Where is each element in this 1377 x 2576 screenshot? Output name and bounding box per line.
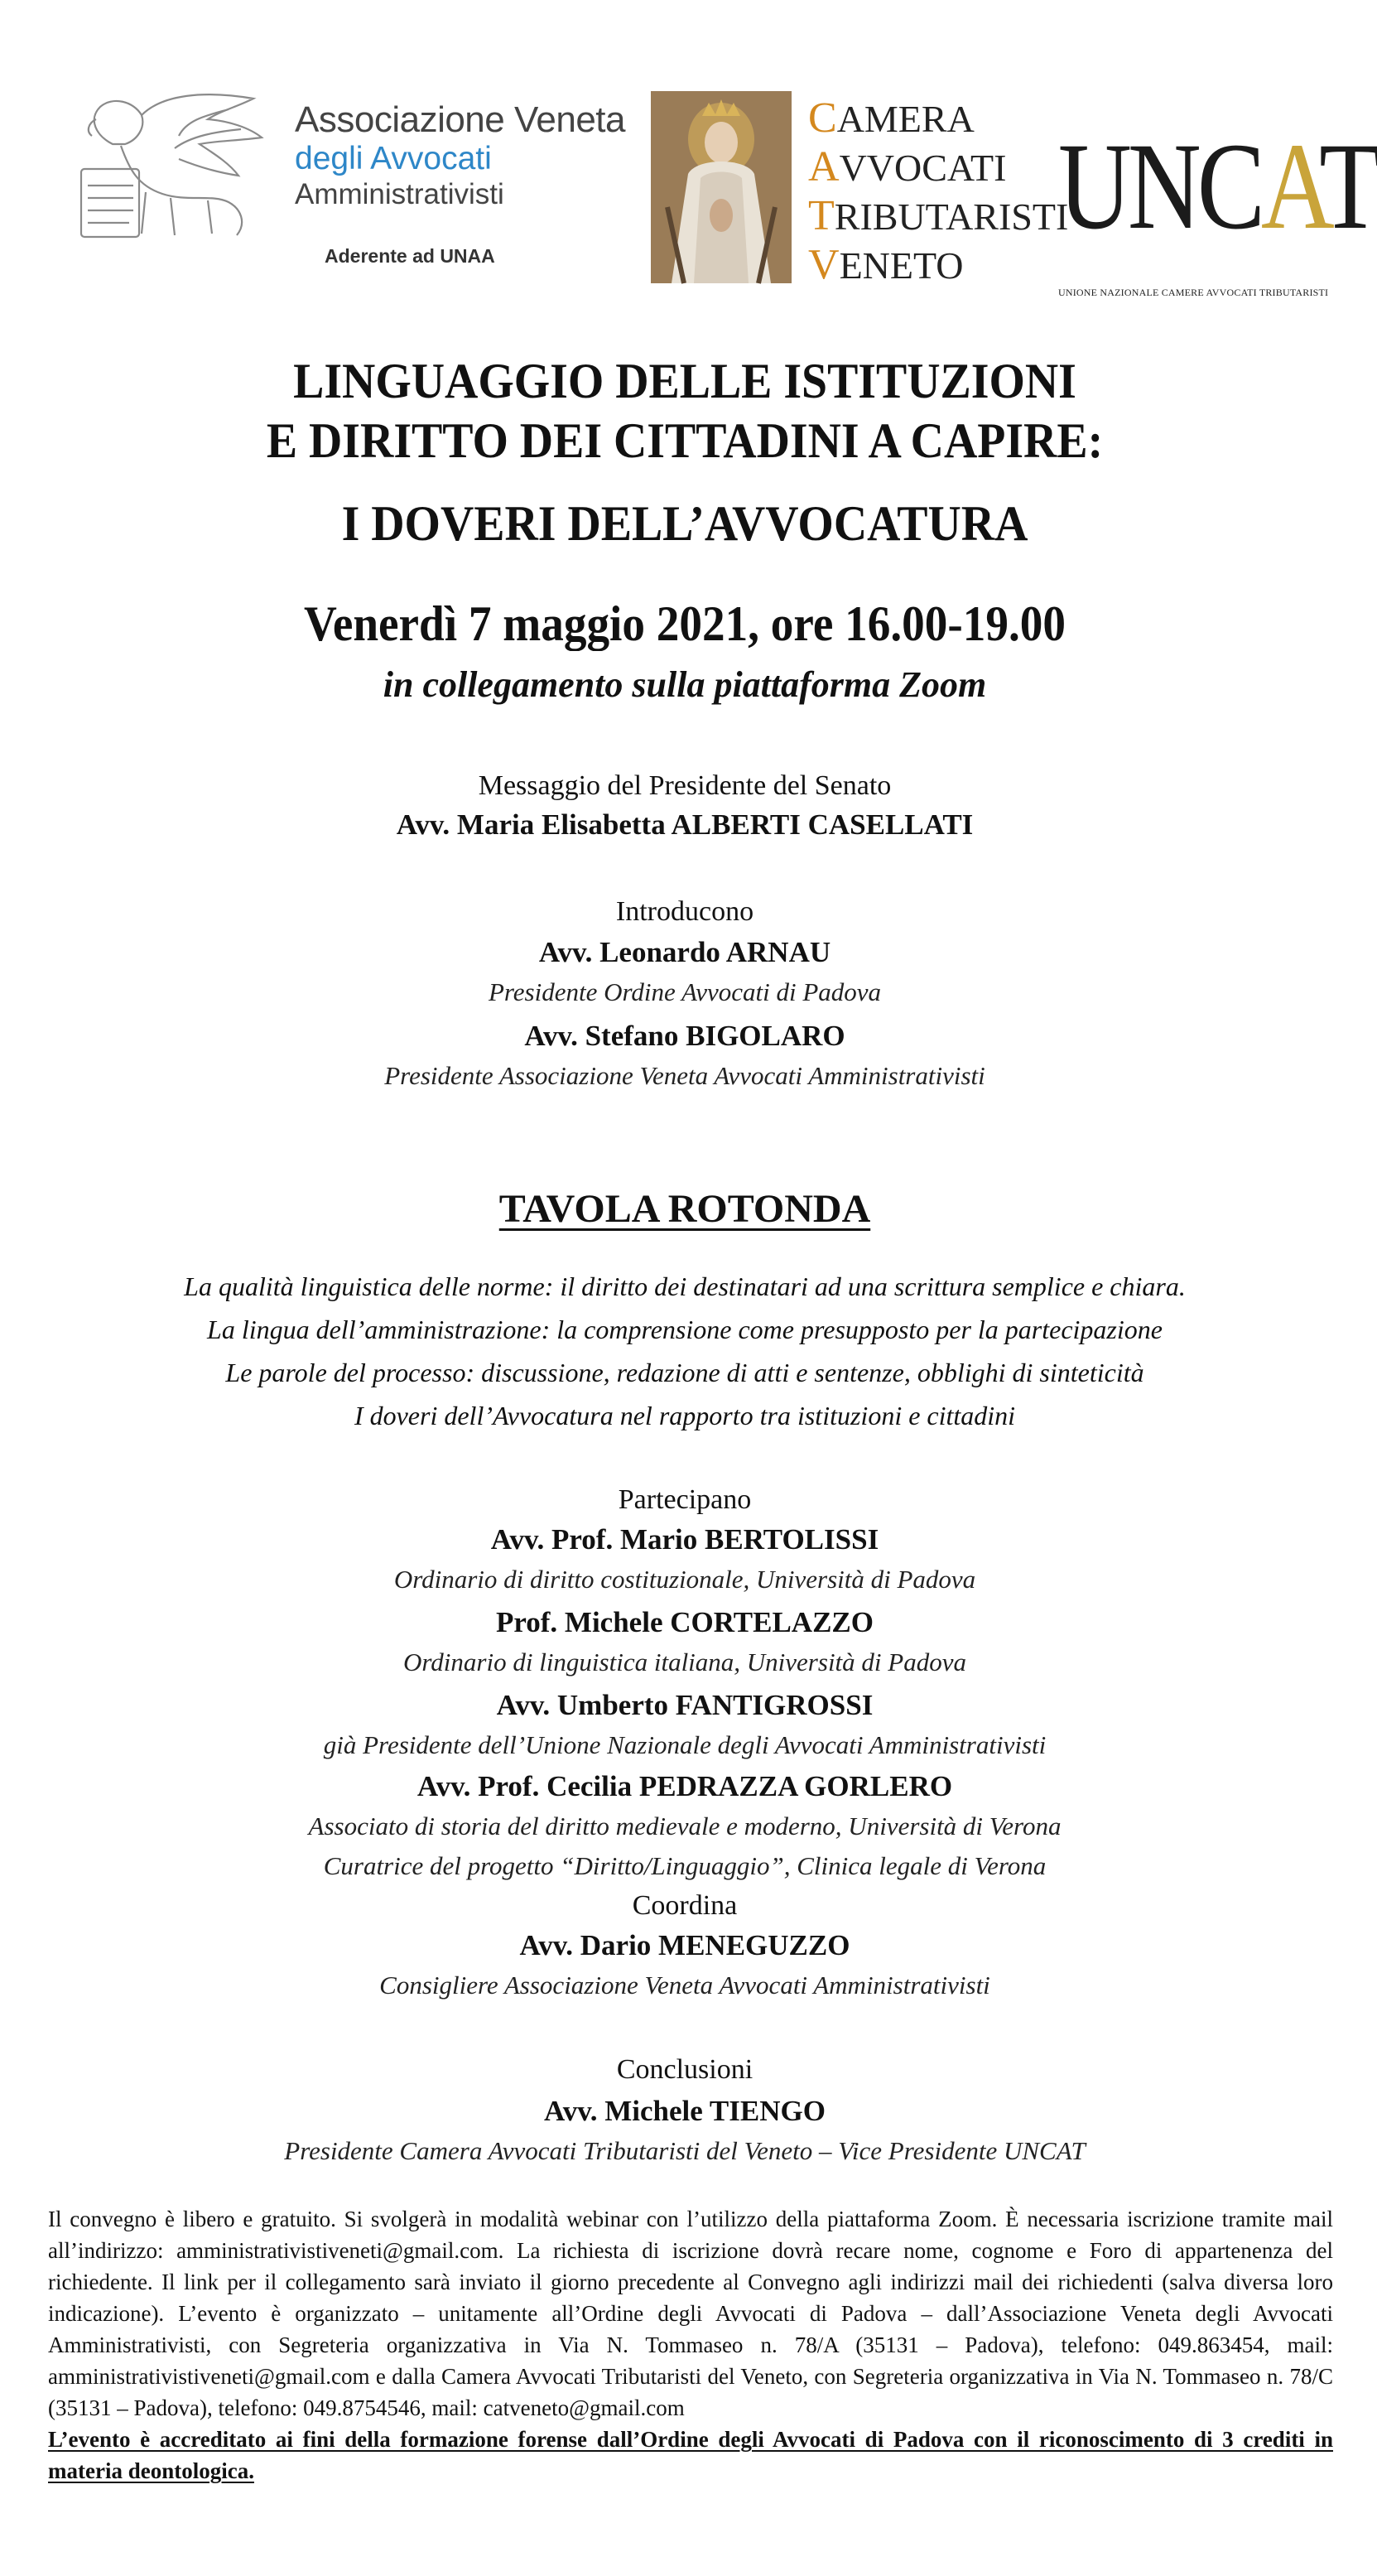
title-line2: E DIRITTO DEI CITTADINI A CAPIRE: <box>266 413 1104 468</box>
camera-line1: CAMERA <box>808 94 975 142</box>
participant-name: Avv. Prof. Cecilia PEDRAZZA GORLERO <box>416 1770 953 1802</box>
title-line3: I DOVERI DELL’AVVOCATURA <box>341 496 1028 551</box>
participant-role-secondary: Curatrice del progetto “Diritto/Linguaggio”, Clinica legale di Verona <box>323 1851 1047 1880</box>
camera-line4: VENETO <box>808 241 964 288</box>
associazione-veneta-logo <box>63 83 626 282</box>
event-notes <box>48 2203 1333 2487</box>
round-table-heading: TAVOLA ROTONDA <box>498 1187 871 1231</box>
conclusions-role: Presidente Camera Avvocati Tributaristi del Veneto – Vice Presidente UNCAT <box>284 2136 1086 2165</box>
participant-name: Prof. Michele CORTELAZZO <box>495 1606 874 1638</box>
notes-text: Il convegno è libero e gratuito. Si svolgerà in modalità webinar con l’utilizzo della piattaforma Zoom. È necessaria iscrizione tramite mail all’indirizzo: amministrativistiveneti@gmail.com. La richiesta di iscrizione dovrà recare nome, cognome e Foro di appartenenza del richiedente. Il link per il collegamento sarà inviato il giorno precedente al Convegno agli indirizzi mail dei richiedenti (salva diversa loro indicazione). L’evento è organizzato – unitamente all’Ordine degli Avvocati di Padova – dall’Associazione Veneta degli Avvocati Amministrativisti, con Segreteria organizzativa in Via N. Tommaseo n. 78/A (35131 – Padova), telefono: 049.863454, mail: amministrativistiveneti@gmail.com e dalla Camera Avvocati Tributaristi del Veneto, con Segreteria organizzativa in Via N. Tommaseo n. 78/C (35131 – Padova), telefono: 049.8754546, mail: catveneto@gmail.com <box>48 2207 1333 2420</box>
message-label: Messaggio del Presidente del Senato <box>478 770 892 801</box>
participant-name: Avv. Umberto FANTIGROSSI <box>496 1689 874 1721</box>
event-platform: in collegamento sulla piattaforma Zoom <box>383 664 987 705</box>
participants-label: Partecipano <box>618 1484 752 1515</box>
uncat-logo <box>1053 118 1377 298</box>
conclusions-label: Conclusioni <box>616 2054 753 2085</box>
intro-label: Introducono <box>615 896 754 927</box>
intro-speaker-name: Avv. Stefano BIGOLARO <box>524 1020 845 1052</box>
title-line1: LINGUAGGIO DELLE ISTITUZIONI <box>293 354 1076 408</box>
message-name: Avv. Maria Elisabetta ALBERTI CASELLATI <box>396 808 974 841</box>
logo-row <box>0 83 1377 298</box>
intro-speaker-role: Presidente Associazione Veneta Avvocati Amministrativisti <box>384 1061 985 1090</box>
associazione-line1: Associazione Veneta <box>295 99 626 140</box>
round-table-topic: La lingua dell’amministrazione: la comprensione come presupposto per la partecipazione <box>207 1315 1163 1344</box>
associazione-line3: Amministrativisti <box>295 178 504 210</box>
madonna-fresco-icon <box>651 91 792 283</box>
participant-role: Associato di storia del diritto medievale e moderno, Università di Verona <box>308 1811 1062 1840</box>
coordinator-role: Consigliere Associazione Veneta Avvocati Amministrativisti <box>379 1971 990 2000</box>
camera-line3: TRIBUTARISTI <box>808 192 1069 239</box>
participant-role: Ordinario di linguistica italiana, Università di Padova <box>403 1647 966 1676</box>
participant-role: Ordinario di diritto costituzionale, Università di Padova <box>393 1565 976 1594</box>
participant-name: Avv. Prof. Mario BERTOLISSI <box>490 1523 879 1556</box>
uncat-wordmark: UNCAT <box>1058 118 1377 255</box>
associazione-line2: degli Avvocati <box>295 141 492 176</box>
intro-speaker-role: Presidente Ordine Avvocati di Padova <box>488 977 882 1006</box>
participant-role: già Presidente dell’Unione Nazionale degli Avvocati Amministrativisti <box>323 1730 1047 1759</box>
associazione-name <box>295 99 625 212</box>
camera-line2: AVVOCATI <box>808 143 1007 191</box>
event-date: Venerdì 7 maggio 2021, ore 16.00-19.00 <box>304 596 1066 651</box>
associazione-subtitle: Aderente ad UNAA <box>325 245 495 267</box>
camera-name <box>808 94 1068 290</box>
winged-lion-icon <box>63 86 278 252</box>
camera-avvocati-logo <box>651 83 1069 290</box>
conclusions-name: Avv. Michele TIENGO <box>544 2095 826 2127</box>
round-table-topic: I doveri dell’Avvocatura nel rapporto tra istituzioni e cittadini <box>354 1401 1016 1430</box>
coordinator-name: Avv. Dario MENEGUZZO <box>519 1929 850 1961</box>
round-table-topic: Le parole del processo: discussione, redazione di atti e sentenze, obblighi di sinteticità <box>225 1358 1144 1387</box>
intro-speaker-name: Avv. Leonardo ARNAU <box>538 936 831 968</box>
coordinator-label: Coordina <box>632 1890 738 1921</box>
accreditation-note: L’evento è accreditato ai fini della formazione forense dall’Ordine degli Avvocati di Padova con il riconoscimento di 3 crediti in materia deontologica. <box>48 2427 1333 2483</box>
uncat-subtitle: UNIONE NAZIONALE CAMERE AVVOCATI TRIBUTARISTI <box>1058 287 1329 298</box>
round-table-topic: La qualità linguistica delle norme: il diritto dei destinatari ad una scrittura semplice e chiara. <box>184 1271 1186 1301</box>
